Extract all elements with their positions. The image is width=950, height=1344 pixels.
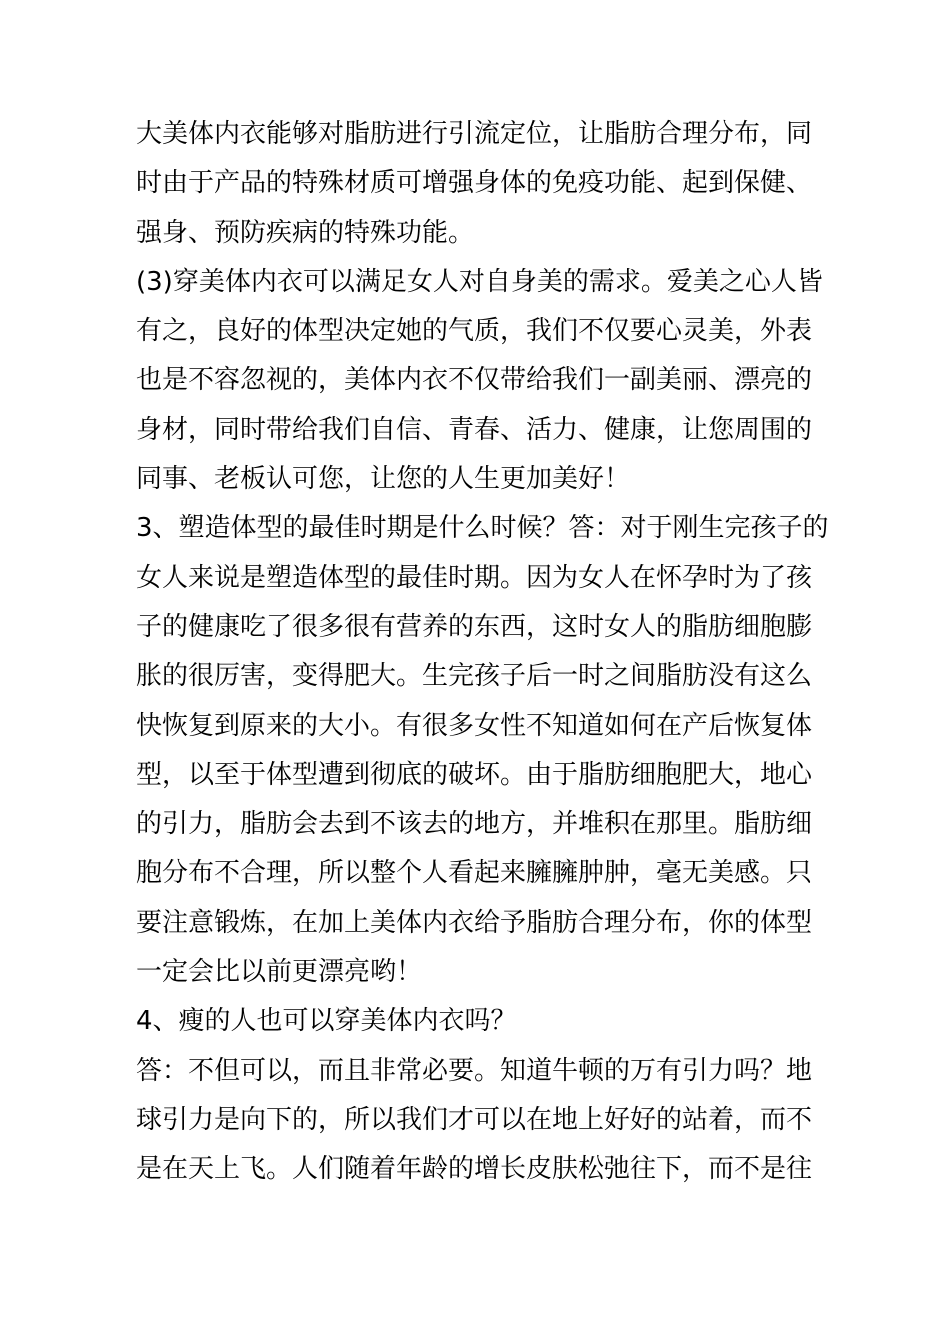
text-line: 型，以至于体型遭到彻底的破坏。由于脂肪细胞肥大，地心 (136, 759, 813, 790)
text-line: 也是不容忽视的，美体内衣不仅带给我们一副美丽、漂亮的 (136, 365, 813, 396)
text-line: 快恢复到原来的大小。有很多女性不知道如何在产后恢复体 (136, 710, 813, 741)
text-line: 3、塑造体型的最佳时期是什么时候？答：对于刚生完孩子的 (136, 513, 829, 544)
text-line: 有之，良好的体型决定她的气质，我们不仅要心灵美，外表 (136, 316, 813, 347)
text-line: 大美体内衣能够对脂肪进行引流定位，让脂肪合理分布，同 (136, 119, 813, 149)
text-line: 同事、老板认可您，让您的人生更加美好！ (136, 464, 631, 495)
text-line: 一定会比以前更漂亮哟！ (136, 957, 423, 988)
text-line: (3)穿美体内衣可以满足女人对自身美的需求。爱美之心人皆 (136, 266, 823, 297)
text-line: 胀的很厉害，变得肥大。生完孩子后一时之间脂肪没有这么 (136, 661, 813, 692)
document-body (136, 110, 829, 1195)
text-line: 4、瘦的人也可以穿美体内衣吗？ (136, 1006, 517, 1037)
text-line: 身材，同时带给我们自信、青春、活力、健康，让您周围的 (136, 414, 813, 445)
text-line: 答：不但可以，而且非常必要。知道牛顿的万有引力吗？地 (136, 1055, 813, 1086)
text-line: 是在天上飞。人们随着年龄的增长皮肤松弛往下，而不是往 (136, 1154, 813, 1185)
text-line: 胞分布不合理，所以整个人看起来臃臃肿肿，毫无美感。只 (136, 858, 813, 889)
text-line: 的引力，脂肪会去到不该去的地方，并堆积在那里。脂肪细 (136, 809, 813, 840)
text-line: 球引力是向下的，所以我们才可以在地上好好的站着，而不 (136, 1104, 813, 1135)
text-line: 时由于产品的特殊材质可增强身体的免疫功能、起到保健、 (136, 168, 813, 199)
text-line: 要注意锻炼，在加上美体内衣给予脂肪合理分布，你的体型 (136, 907, 813, 938)
text-line: 女人来说是塑造体型的最佳时期。因为女人在怀孕时为了孩 (136, 562, 813, 593)
text-line: 子的健康吃了很多很有营养的东西，这时女人的脂肪细胞膨 (136, 611, 813, 642)
text-line: 强身、预防疾病的特殊功能。 (136, 217, 475, 248)
